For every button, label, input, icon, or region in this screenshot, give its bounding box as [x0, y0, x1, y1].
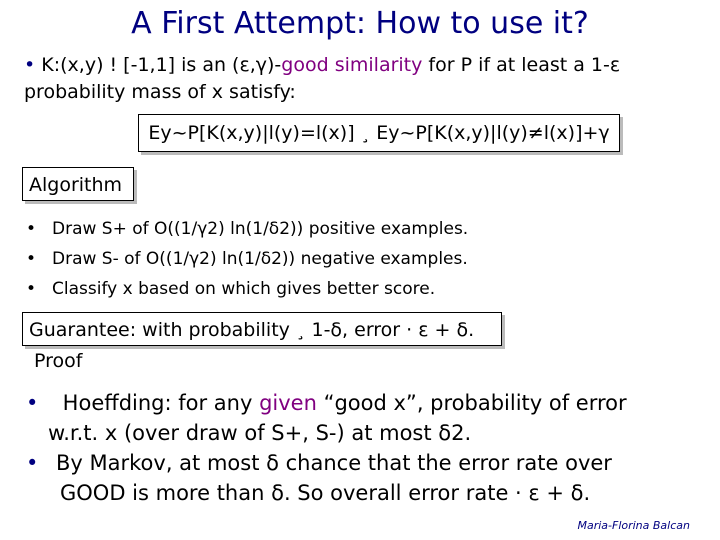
markov-line-1: By Markov, at most δ chance that the error rate over — [56, 451, 612, 475]
step-text: Draw S+ of O((1/γ2) ln(1/δ2)) positive examples. — [52, 219, 469, 239]
good-similarity-term: good similarity — [281, 54, 423, 76]
bullet-icon: • — [26, 391, 39, 415]
algorithm-steps — [26, 214, 468, 304]
bullet-icon: • — [24, 54, 36, 76]
definition-text — [24, 52, 704, 106]
definition-line-2: probability mass of x satisfy: — [24, 81, 296, 103]
guarantee-text: Guarantee: with probability ¸ 1-δ, error · ε + δ. — [29, 319, 475, 341]
formula-box — [138, 114, 620, 152]
hoeffding-a: Hoeffding: for any — [56, 391, 260, 415]
proof-line-3 — [26, 448, 706, 478]
bullet-icon: • — [26, 279, 37, 299]
definition-part-b: for P if at least a 1-ε — [422, 54, 621, 76]
algorithm-label-box — [22, 167, 134, 201]
hoeffding-b: “good x”, probability of error — [316, 391, 627, 415]
bullet-icon: • — [26, 451, 39, 475]
definition-part-a: K:(x,y) ! [-1,1] is an (ε,γ)- — [41, 54, 282, 76]
list-item — [26, 274, 468, 304]
definition-line-1 — [24, 52, 704, 79]
slide-title: A First Attempt: How to use it? — [131, 6, 589, 41]
algorithm-label: Algorithm — [29, 174, 123, 196]
list-item — [26, 244, 468, 274]
list-item — [26, 214, 468, 244]
guarantee-box — [22, 312, 502, 346]
bullet-icon: • — [26, 249, 37, 269]
similarity-formula: Ey~P[K(x,y)|l(y)=l(x)] ¸ Ey~P[K(x,y)|l(y)≠l(x)]+γ — [148, 122, 610, 144]
bullet-icon: • — [26, 219, 37, 239]
proof-line-2: w.r.t. x (over draw of S+, S-) at most δ2. — [48, 421, 472, 445]
author-credit: Maria-Florina Balcan — [577, 519, 690, 532]
step-text: Classify x based on which gives better score. — [52, 279, 436, 299]
given-term: given — [259, 391, 317, 415]
proof-line-1 — [26, 388, 706, 418]
step-text: Draw S- of O((1/γ2) ln(1/δ2)) negative examples. — [52, 249, 468, 269]
proof-line-4: GOOD is more than δ. So overall error rate · ε + δ. — [60, 481, 591, 505]
proof-body — [26, 388, 706, 508]
proof-label: Proof — [34, 350, 83, 372]
